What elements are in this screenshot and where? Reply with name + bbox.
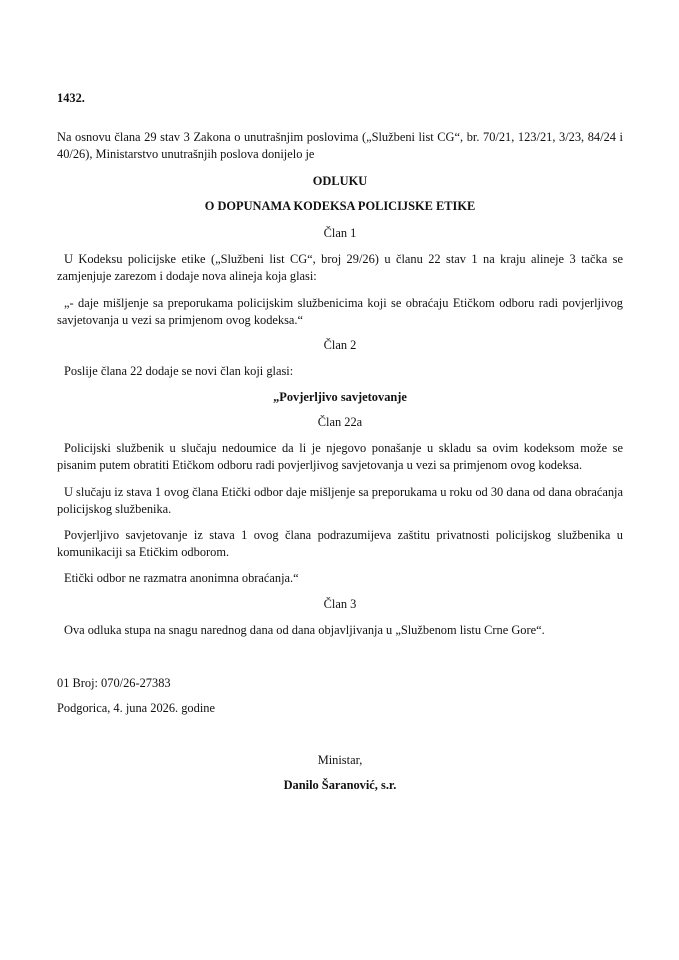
place-and-date: Podgorica, 4. juna 2026. godine: [57, 701, 215, 715]
article-1-quote: „- daje mišljenje sa preporukama policijskim službenicima koji se obraćaju Etičkom odboru radi povjerljivog savjetovanja u vezi sa primjenom ovog kodeksa.“: [57, 296, 623, 327]
article-22a-paragraph-4: Etički odbor ne razmatra anonimna obraćanja.“: [64, 571, 299, 585]
title-line-1: ODLUKU: [312, 174, 368, 188]
article-2-text: Poslije člana 22 dodaje se novi član koji glasi:: [64, 364, 294, 378]
article-1-heading: Član 1: [323, 226, 357, 240]
preamble: Na osnovu člana 29 stav 3 Zakona o unutrašnjim poslovima („Službeni list CG“, br. 70/21, 123/21, 3/23, 84/24 i 40/26), Ministarstvo unutrašnjih poslova donijelo je: [57, 130, 623, 161]
signer-title: Ministar,: [317, 753, 363, 767]
reference-number: 01 Broj: 070/26-27383: [57, 676, 171, 690]
article-22a-heading: Član 22a: [317, 415, 363, 429]
title-line-2: O DOPUNAMA KODEKSA POLICIJSKE ETIKE: [204, 199, 476, 213]
article-3-text: Ova odluka stupa na snagu narednog dana od dana objavljivanja u „Službenom listu Crne Gore“.: [64, 623, 545, 637]
article-22a-paragraph-2: U slučaju iz stava 1 ovog člana Etički odbor daje mišljenje sa preporukama u roku od 30 dana od dana obraćanja policijskog službenika.: [57, 485, 623, 516]
article-22a-paragraph-3: Povjerljivo savjetovanje iz stava 1 ovog člana podrazumijeva zaštitu privatnosti policijskog službenika u komunikaciji sa Etičkim odborom.: [57, 528, 623, 559]
new-article-title: „Povjerljivo savjetovanje: [273, 390, 407, 404]
article-1-text: U Kodeksu policijske etike („Službeni list CG“, broj 29/26) u članu 22 stav 1 na kraju alineje 3 tačka se zamjenjuje zarezom i dodaje nova alineja koja glasi:: [57, 252, 623, 283]
decision-number: 1432.: [57, 91, 85, 105]
article-22a-paragraph-1: Policijski službenik u slučaju nedoumice da li je njegovo ponašanje u skladu sa ovim kodeksom može se pisanim putem obratiti Etičkom odboru radi povjerljivog savjetovanja u vezi sa primjenom ovog kodeksa.: [57, 441, 623, 472]
article-3-heading: Član 3: [323, 597, 357, 611]
article-2-heading: Član 2: [323, 338, 357, 352]
signer-name: Danilo Šaranović, s.r.: [283, 778, 397, 792]
